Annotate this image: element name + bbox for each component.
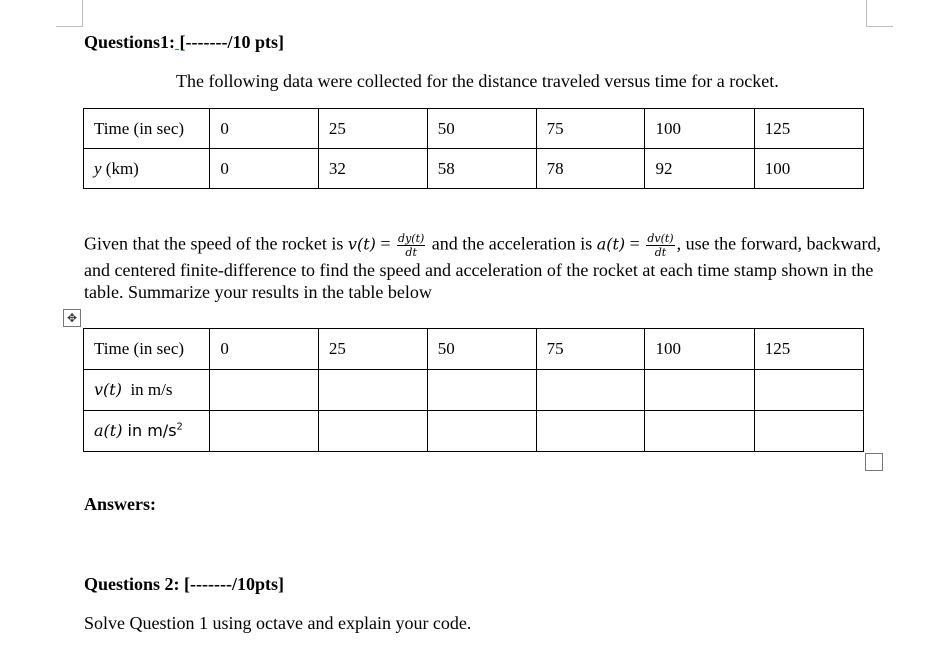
table-cell: 58 [427, 149, 536, 189]
empty-answer-cell[interactable] [536, 370, 645, 411]
y-label-unit: (km) [101, 158, 139, 178]
statement-text: and the acceleration is [427, 233, 597, 254]
table-cell: 75 [536, 109, 645, 149]
empty-answer-cell[interactable] [645, 370, 754, 411]
statement-text: , use the forward, backward, and centered finite-difference to find the speed and acceleration of the rocket at each time stamp shown in the table. Summarize your results in the table below [84, 233, 882, 302]
empty-answer-cell[interactable] [427, 370, 536, 411]
results-table [83, 328, 864, 452]
question2-heading: Questions 2: [-------/10pts] [84, 574, 284, 594]
question1-heading [84, 32, 284, 53]
table-cell: 0 [210, 109, 319, 149]
table-row [84, 329, 864, 370]
time-label-cell: Time (in sec) [84, 109, 210, 149]
table-cell: 125 [754, 109, 863, 149]
v-label-cell [84, 370, 210, 411]
table-cell: 50 [427, 109, 536, 149]
y-label-var: y [94, 158, 102, 178]
equals-sign: = [625, 233, 645, 254]
question1-points: -------/10 pts] [185, 32, 284, 52]
table-resize-handle-icon[interactable] [865, 453, 883, 471]
dy-numerator: dy(t) [398, 232, 425, 245]
table-cell: 0 [210, 329, 319, 370]
empty-answer-cell[interactable] [536, 411, 645, 452]
table-cell: 78 [536, 149, 645, 189]
table-row [84, 411, 864, 452]
a-label-math: a(t) [94, 421, 123, 440]
statement-text: Given that the speed of the rocket is [84, 233, 348, 254]
table-cell: 25 [318, 329, 427, 370]
table-cell: 32 [318, 149, 427, 189]
table-cell: 92 [645, 149, 754, 189]
table-cell: 0 [210, 149, 319, 189]
answers-label: Answers: [84, 494, 156, 514]
a-of-t: a(t) [596, 234, 626, 254]
table-cell: 100 [645, 109, 754, 149]
empty-answer-cell[interactable] [427, 411, 536, 452]
equals-sign: = [375, 233, 396, 254]
page-corner-mark-top-left [56, 0, 83, 27]
empty-answer-cell[interactable] [754, 411, 863, 452]
a-label-cell [84, 411, 210, 452]
a-label-unit: in m/s [122, 421, 177, 440]
dv-numerator: dv(t) [647, 232, 674, 245]
question1-intro: The following data were collected for the distance traveled versus time for a rocket. [176, 71, 779, 91]
table-cell: 25 [318, 109, 427, 149]
empty-answer-cell[interactable] [754, 370, 863, 411]
v-of-t: v(t) [347, 234, 376, 254]
table-cell: 50 [427, 329, 536, 370]
question1-blank: [ [175, 32, 186, 52]
table-row [84, 109, 864, 149]
dv-dt-fraction [646, 232, 674, 259]
page-corner-mark-top-right [866, 0, 893, 27]
distance-time-table [83, 108, 864, 189]
dt-denominator: dt [405, 246, 417, 259]
empty-answer-cell[interactable] [645, 411, 754, 452]
a-label-sup: 2 [176, 421, 183, 433]
empty-answer-cell[interactable] [210, 370, 319, 411]
time-label-cell: Time (in sec) [84, 329, 210, 370]
table-move-handle-icon[interactable]: ✥ [63, 309, 81, 327]
problem-statement [84, 232, 884, 303]
table-row [84, 370, 864, 411]
table-cell: 100 [645, 329, 754, 370]
dy-dt-fraction [397, 232, 425, 259]
question1-prefix: Questions1: [84, 32, 176, 52]
v-label-math: v(t) [94, 380, 122, 399]
question2-body: Solve Question 1 using octave and explain your code. [84, 613, 472, 633]
table-cell: 125 [754, 329, 863, 370]
table-cell: 100 [754, 149, 863, 189]
table-row [84, 149, 864, 189]
y-label-cell [84, 149, 210, 189]
v-label-unit: in m/s [121, 380, 173, 399]
dt-denominator: dt [654, 246, 667, 259]
empty-answer-cell[interactable] [318, 411, 427, 452]
empty-answer-cell[interactable] [318, 370, 427, 411]
table-cell: 75 [536, 329, 645, 370]
empty-answer-cell[interactable] [210, 411, 319, 452]
